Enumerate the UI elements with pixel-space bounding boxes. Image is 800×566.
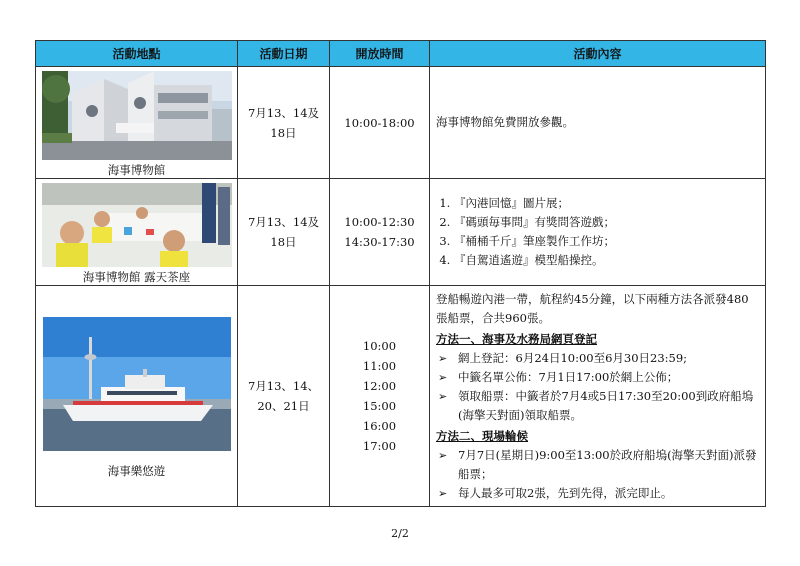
list-item: 2. 『碼頭毎事問』有獎問答遊戲； [454, 213, 759, 232]
list-item [436, 387, 759, 425]
list-item-text: 中籤名單公佈：7月1日17:00於網上公佈； [458, 370, 679, 384]
content-text: 海事博物館免費開放參觀。 [436, 115, 574, 129]
activity-list [436, 194, 759, 270]
arrow-bullet-icon: ➢ [438, 449, 448, 462]
arrow-bullet-icon: ➢ [438, 352, 448, 365]
table-row [36, 179, 766, 286]
method-list [436, 349, 759, 425]
time-cell [330, 286, 430, 507]
table-row [36, 286, 766, 507]
list-item [436, 484, 759, 503]
arrow-bullet-icon: ➢ [438, 390, 448, 403]
list-item [436, 446, 759, 484]
location-name: 海事博物館 露天茶座 [82, 270, 191, 284]
header-row [36, 41, 766, 67]
list-item [436, 349, 759, 368]
kids-photo [42, 183, 232, 267]
content-cell [430, 286, 766, 507]
location-cell [36, 286, 238, 507]
header-date: 活動日期 [238, 41, 330, 67]
boat-photo [43, 317, 231, 451]
page-number: 2/2 [391, 527, 409, 540]
date-cell [238, 179, 330, 286]
list-item-text: 網上登記：6月24日10:00至6月30日23:59; [458, 351, 688, 365]
content-cell [430, 67, 766, 179]
time-text: 10:00-12:30 [344, 215, 415, 229]
time-text: 10:00-18:00 [344, 115, 415, 130]
date-text: 7月13、14及 [247, 105, 320, 120]
location-name: 海事樂悠遊 [107, 464, 166, 478]
list-item-text: 7月7日(星期日)9:00至13:00於政府船塢(海擎天對面)派發船票； [458, 448, 757, 481]
time-text: 11:00 [362, 359, 397, 373]
date-text: 18日 [270, 125, 297, 140]
time-cell [330, 67, 430, 179]
time-text: 12:00 [362, 379, 397, 393]
header-time: 開放時間 [330, 41, 430, 67]
location-cell [36, 67, 238, 179]
time-text: 17:00 [362, 439, 397, 453]
time-cell [330, 179, 430, 286]
date-cell [238, 67, 330, 179]
list-item-text: 領取船票：中籤者於7月4或5日17:30至20:00到政府船塢(海擎天對面)領取船票。 [458, 389, 754, 422]
location-name: 海事博物館 [107, 163, 166, 177]
date-cell [238, 286, 330, 507]
location-cell [36, 179, 238, 286]
table-row [36, 67, 766, 179]
time-text: 16:00 [362, 419, 397, 433]
list-item: 3. 『桶桶千斤』筆座製作工作坊； [454, 232, 759, 251]
intro-text: 登船暢遊內港一帶，航程約45分鐘，以下兩種方法各派發480張船票，合共960張。 [436, 292, 749, 325]
method-list [436, 446, 759, 503]
header-location: 活動地點 [36, 41, 238, 67]
museum-photo [42, 71, 232, 160]
date-text: 20、21日 [257, 399, 310, 413]
list-item-text: 每人最多可取2張，先到先得，派完即止。 [458, 486, 673, 500]
list-item: 1. 『內港回憶』圖片展； [454, 194, 759, 213]
method-heading: 方法二、現場輪候 [436, 429, 528, 443]
list-item: 4. 『自駕逍遙遊』模型船操控。 [454, 251, 759, 270]
time-text: 15:00 [362, 399, 397, 413]
time-text: 10:00 [362, 339, 397, 353]
method-heading: 方法一、海事及水務局網頁登記 [436, 332, 597, 346]
list-item [436, 368, 759, 387]
time-text: 14:30-17:30 [344, 235, 415, 249]
arrow-bullet-icon: ➢ [438, 487, 448, 500]
content-cell [430, 179, 766, 286]
date-text: 7月13、14、 [247, 379, 320, 393]
date-text: 7月13、14及 [247, 215, 320, 229]
date-text: 18日 [270, 235, 297, 249]
header-content: 活動內容 [430, 41, 766, 67]
arrow-bullet-icon: ➢ [438, 371, 448, 384]
schedule-table [35, 40, 766, 507]
